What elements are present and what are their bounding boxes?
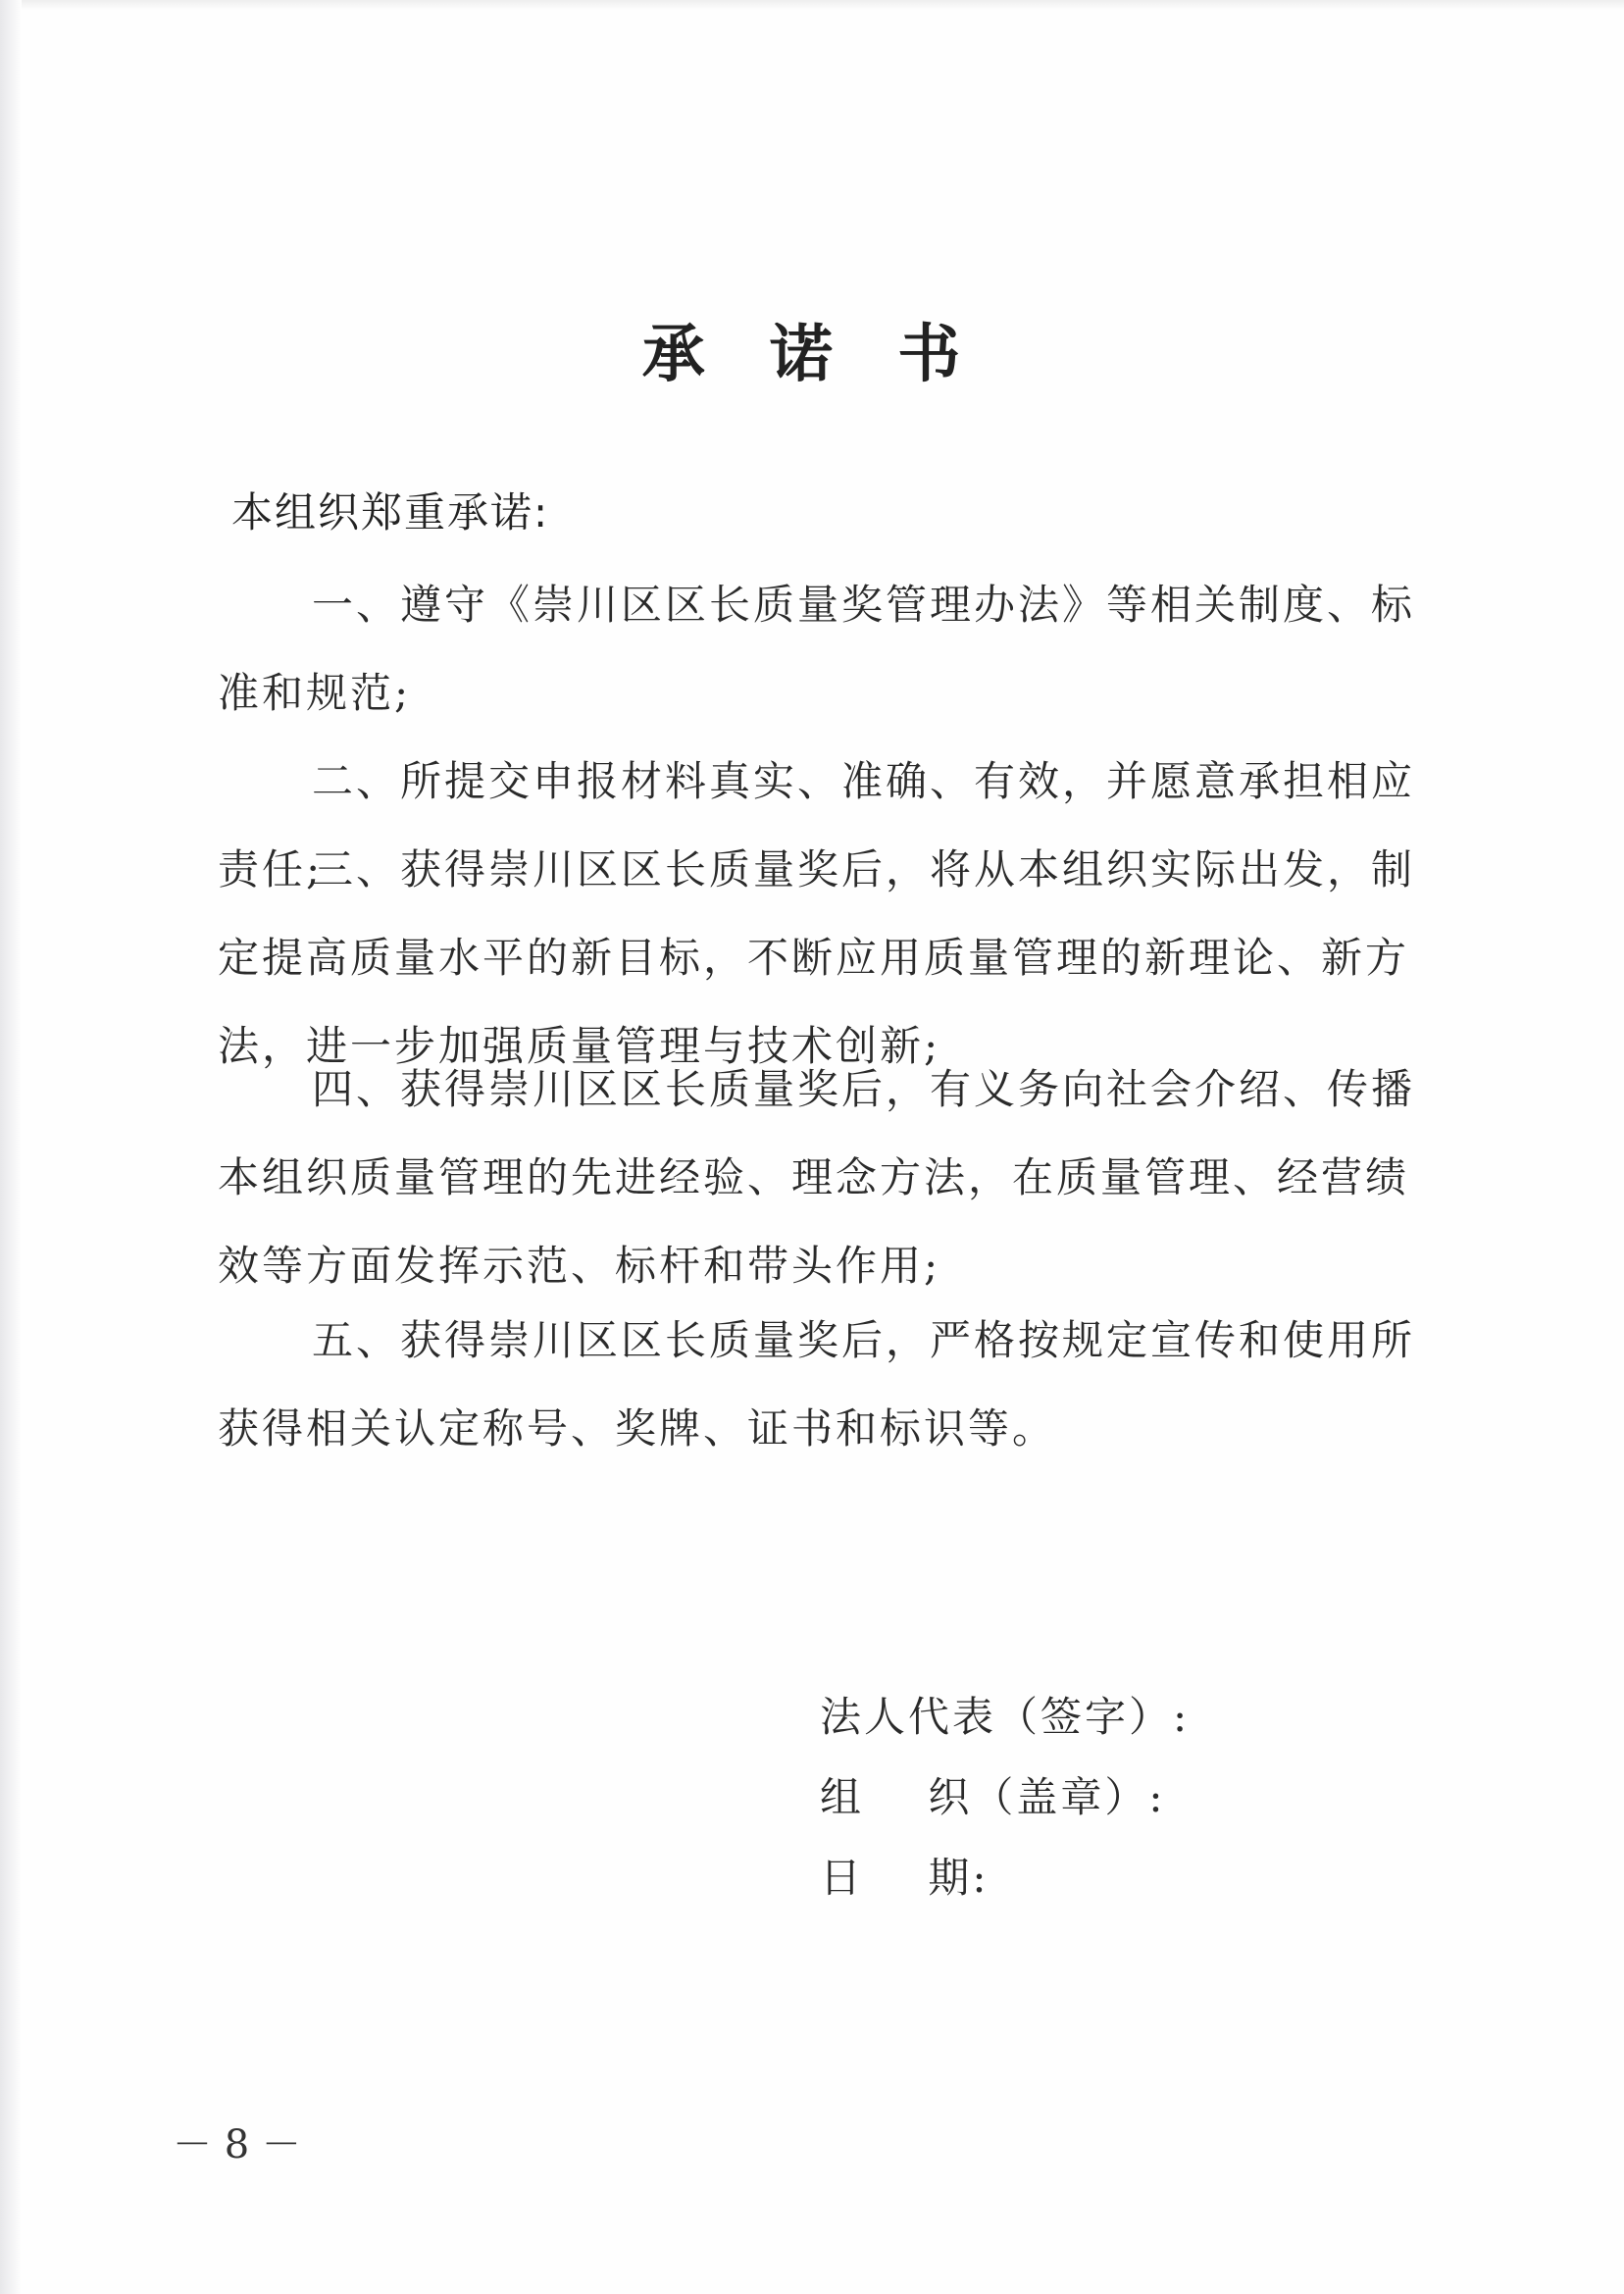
intro-statement: 本组织郑重承诺: xyxy=(231,488,550,536)
date-line: 日 期: xyxy=(820,1854,990,1902)
commitment-item-4: 四、获得崇川区区长质量奖后，有义务向社会介绍、传播本组织质量管理的先进经验、理念方法，在质量管理、经营绩效等方面发挥示范、标杆和带头作用; xyxy=(218,1065,1416,1290)
commitment-item-1: 一、遵守《崇川区区长质量奖管理办法》等相关制度、标准和规范; xyxy=(218,581,1416,717)
commitment-item-2: 二、所提交申报材料真实、准确、有效，并愿意承担相应责任; xyxy=(218,757,1416,893)
document-title: 承 诺 书 xyxy=(641,318,983,391)
legal-representative-signature-line: 法人代表（签字）: xyxy=(820,1693,1191,1741)
scan-top-shadow xyxy=(0,0,1624,10)
commitment-item-3: 三、获得崇川区区长质量奖后，将从本组织实际出发，制定提高质量水平的新目标，不断应用质量管理的新理论、新方法，进一步加强质量管理与技术创新; xyxy=(218,845,1416,1070)
organization-seal-line: 组 织（盖章）: xyxy=(820,1773,1166,1821)
page-number: － 8 － xyxy=(173,2122,301,2167)
commitment-item-5: 五、获得崇川区区长质量奖后，严格按规定宣传和使用所获得相关认定称号、奖牌、证书和标识等。 xyxy=(218,1316,1416,1453)
